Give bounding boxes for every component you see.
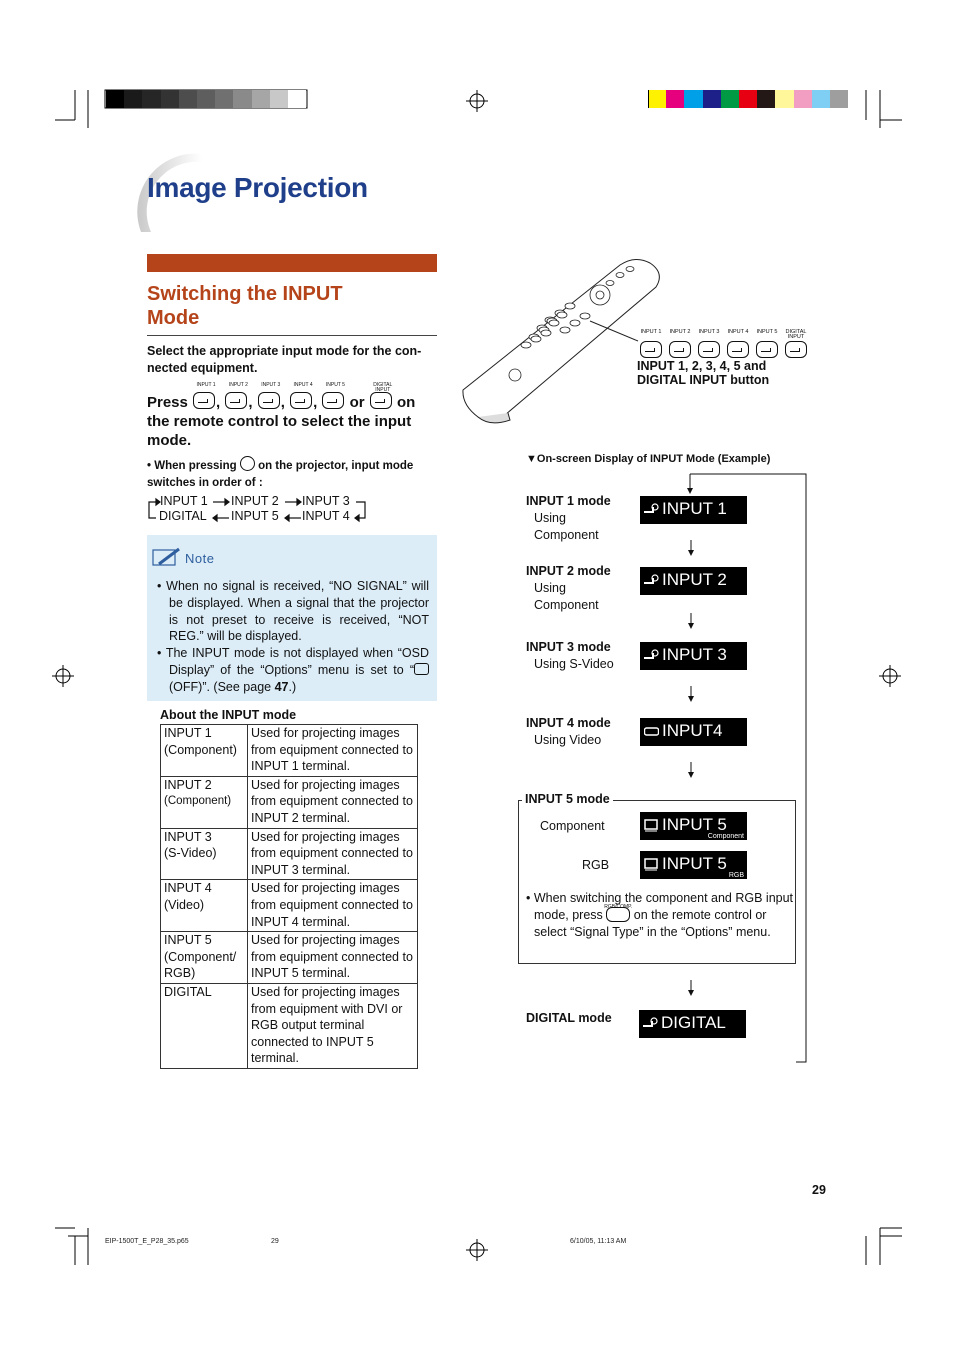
input-plug-icon bbox=[643, 1017, 658, 1030]
footer-date: 6/10/05, 11:13 AM bbox=[570, 1238, 627, 1245]
remote-button-label: INPUT 1 bbox=[640, 329, 662, 335]
note-page-ref: 47 bbox=[274, 679, 289, 694]
section-title-line1: Switching the INPUT bbox=[147, 283, 343, 305]
remote-input-button bbox=[667, 330, 693, 358]
remote-input-buttons bbox=[638, 330, 810, 358]
order-input3: INPUT 3 bbox=[302, 494, 350, 508]
osd-display-label: INPUT 3 bbox=[662, 645, 727, 664]
mode-sub: (S-Video) bbox=[164, 846, 217, 861]
remote-input-button bbox=[725, 330, 751, 358]
note-heading: Note bbox=[185, 551, 215, 566]
flow-arrow-icon bbox=[686, 613, 696, 631]
remote-caption-line2: DIGITAL INPUT button bbox=[637, 373, 770, 387]
table-row bbox=[161, 776, 418, 828]
osd-input5-rgb bbox=[640, 851, 747, 879]
osd-mode-sub bbox=[534, 656, 614, 673]
osd-input5-rgb-sub: RGB bbox=[728, 872, 744, 879]
input2-button-icon bbox=[225, 382, 248, 409]
off-icon bbox=[414, 663, 429, 675]
osd-caption: ▼On-screen Display of INPUT Mode (Example) bbox=[526, 453, 771, 465]
osd-mode-name: INPUT 4 mode bbox=[526, 716, 611, 730]
osd-display-label: INPUT 2 bbox=[662, 570, 727, 589]
osd-mode-name: INPUT 1 mode bbox=[526, 494, 611, 508]
footer-page: 29 bbox=[271, 1238, 279, 1245]
remote-button-label: INPUT 4 bbox=[727, 329, 749, 335]
input5-button-icon bbox=[322, 382, 345, 409]
flow-loop-line bbox=[676, 470, 812, 1070]
input5-rgb-label: RGB bbox=[582, 858, 610, 872]
table-row bbox=[161, 828, 418, 880]
press-instruction: Press INPUT 1 , INPUT 2 , INPUT 3 , INPUT 4 , INPUT 5 or DIGITAL INPUT on the remote control to select the input mode. bbox=[147, 382, 416, 449]
table-row bbox=[161, 983, 418, 1068]
digital-mode-name: DIGITAL mode bbox=[526, 1011, 612, 1025]
gray-swatch bbox=[270, 90, 288, 108]
input-plug-icon bbox=[644, 649, 659, 662]
remote-control-illustration bbox=[460, 255, 665, 425]
gray-swatch bbox=[161, 90, 179, 108]
input-button-icon bbox=[727, 341, 749, 358]
table-row bbox=[161, 932, 418, 984]
pencil-note-icon bbox=[151, 546, 183, 568]
btn-label-5: INPUT 5 bbox=[325, 382, 345, 388]
input5-note-pre: • When switching the component and RGB input mode, press bbox=[526, 891, 794, 922]
gray-swatch bbox=[252, 90, 270, 108]
gray-swatch bbox=[179, 90, 197, 108]
note-body bbox=[157, 578, 429, 696]
mode-sub: (Component) bbox=[164, 742, 237, 757]
osd-mode-sub1: Using bbox=[534, 581, 566, 595]
mode-cell bbox=[161, 828, 248, 880]
remote-button-label: DIGITAL INPUT bbox=[785, 329, 807, 340]
color-swatch bbox=[775, 90, 793, 108]
video-icon bbox=[644, 725, 659, 738]
flow-arrow-icon bbox=[686, 540, 696, 558]
osd-mode-sub1: Using Video bbox=[534, 733, 602, 747]
gray-swatch bbox=[124, 90, 142, 108]
mode-name: INPUT 3 bbox=[164, 829, 212, 844]
osd-input5-component bbox=[640, 812, 747, 840]
input5-mode-name: INPUT 5 mode bbox=[522, 792, 613, 806]
order-input1: INPUT 1 bbox=[160, 494, 208, 508]
osd-mode-sub bbox=[534, 510, 599, 544]
color-swatch bbox=[666, 90, 684, 108]
mode-sub: (Video) bbox=[164, 897, 205, 912]
osd-mode-sub bbox=[534, 580, 599, 614]
color-swatch bbox=[684, 90, 702, 108]
mode-description: Used for projecting images from equipment connected to INPUT 5 terminal. bbox=[248, 932, 418, 984]
color-swatch bbox=[757, 90, 775, 108]
osd-input5-rgb-label: INPUT 5 bbox=[662, 854, 727, 873]
input-button-icon bbox=[669, 341, 691, 358]
btn-label-6: DIGITAL INPUT bbox=[373, 382, 393, 393]
osd-mode-sub2: Component bbox=[534, 598, 599, 612]
section-bar bbox=[147, 254, 437, 272]
digital-input-button-icon bbox=[370, 382, 393, 409]
flow-arrow-icon bbox=[686, 686, 696, 704]
press-tail: on the remote control to select the input mode. bbox=[147, 394, 416, 449]
mode-description: Used for projecting images from equipment connected to INPUT 1 terminal. bbox=[248, 725, 418, 777]
mode-description: Used for projecting images from equipment connected to INPUT 2 terminal. bbox=[248, 776, 418, 828]
osd-display bbox=[640, 567, 747, 595]
input5-note-post: on the remote control or select “Signal Type” in the “Options” menu. bbox=[534, 907, 771, 939]
color-swatch bbox=[721, 90, 739, 108]
mode-name: INPUT 2 bbox=[164, 777, 212, 792]
gray-swatch bbox=[197, 90, 215, 108]
mode-name: INPUT 1 bbox=[164, 726, 212, 740]
order-input5: INPUT 5 bbox=[231, 509, 279, 523]
input5-note bbox=[526, 890, 798, 940]
remote-input-button bbox=[783, 330, 809, 358]
input-order-diagram bbox=[147, 494, 377, 526]
input-button-icon bbox=[640, 341, 662, 358]
press-or: or bbox=[349, 394, 365, 411]
osd-mode-sub1: Using bbox=[534, 511, 566, 525]
section-title-line2: Mode bbox=[147, 307, 200, 329]
osd-display-label: INPUT4 bbox=[662, 721, 723, 740]
order-input4: INPUT 4 bbox=[302, 509, 350, 523]
mode-cell bbox=[161, 932, 248, 984]
note-item-2 bbox=[157, 645, 429, 695]
remote-button-label: INPUT 3 bbox=[698, 329, 720, 335]
input3-button-icon bbox=[258, 382, 281, 409]
order-digital: DIGITAL bbox=[159, 509, 207, 523]
color-swatch bbox=[648, 90, 667, 108]
note-item-2a: • The INPUT mode is not displayed when “OSD Display” of the “Options” menu is set to “ bbox=[157, 646, 429, 677]
page-number: 29 bbox=[812, 1183, 826, 1197]
remote-input-button bbox=[696, 330, 722, 358]
page-title: Image Projection bbox=[147, 172, 368, 203]
note-item-2c: .) bbox=[288, 679, 297, 694]
gray-swatch bbox=[233, 90, 251, 108]
osd-input5-component-sub: Component bbox=[707, 833, 744, 840]
gray-swatch bbox=[288, 90, 306, 108]
section-title bbox=[147, 282, 437, 330]
order-input2: INPUT 2 bbox=[231, 494, 279, 508]
mode-sub: (Component/ RGB) bbox=[164, 949, 237, 981]
mode-cell bbox=[161, 776, 248, 828]
input-plug-icon bbox=[644, 574, 659, 587]
about-heading: About the INPUT mode bbox=[160, 708, 297, 722]
mode-name: DIGITAL bbox=[164, 984, 212, 999]
osd-mode-sub2: Component bbox=[534, 528, 599, 542]
remote-button-label: INPUT 2 bbox=[669, 329, 691, 335]
mode-description: Used for projecting images from equipment connected to INPUT 3 terminal. bbox=[248, 828, 418, 880]
input-button-icon bbox=[785, 341, 807, 358]
mode-name: INPUT 5 bbox=[164, 933, 212, 948]
osd-mode-name: INPUT 3 mode bbox=[526, 640, 611, 654]
note-item-1: • When no signal is received, “NO SIGNAL” will be displayed. When a signal that the projector is not preset to receive is received, “NOT REG.” will be displayed. bbox=[157, 579, 429, 644]
btn-label-3: INPUT 3 bbox=[261, 382, 281, 388]
table-row bbox=[161, 880, 418, 932]
flow-arrow-icon bbox=[686, 762, 696, 780]
mode-cell bbox=[161, 983, 248, 1068]
remote-caption-line1: INPUT 1, 2, 3, 4, 5 and bbox=[637, 359, 767, 373]
btn-label-2: INPUT 2 bbox=[228, 382, 248, 388]
btn-label-4: INPUT 4 bbox=[293, 382, 313, 388]
mode-cell bbox=[161, 880, 248, 932]
mode-sub: (Component) bbox=[164, 795, 232, 808]
press-word: Press bbox=[147, 394, 188, 411]
osd-display-label: INPUT 1 bbox=[662, 499, 727, 518]
mode-cell bbox=[161, 725, 248, 777]
input5-component-label: Component bbox=[540, 819, 605, 833]
lead-text: Select the appropriate input mode for the con-nected equipment. bbox=[147, 344, 422, 375]
gray-swatch bbox=[142, 90, 160, 108]
when-pressing-text bbox=[147, 456, 439, 492]
input-button-icon bbox=[698, 341, 720, 358]
note-item-2b: (OFF)”. (See page bbox=[169, 679, 275, 694]
osd-digital bbox=[639, 1010, 746, 1038]
footer-file: EIP-1500T_E_P28_35.p65 bbox=[105, 1238, 189, 1245]
input-key-icon bbox=[240, 456, 255, 471]
color-swatch bbox=[703, 90, 721, 108]
remote-caption bbox=[637, 359, 769, 387]
color-swatch bbox=[830, 90, 848, 108]
remote-button-label: INPUT 5 bbox=[756, 329, 778, 335]
color-swatch bbox=[739, 90, 757, 108]
btn-label-1: INPUT 1 bbox=[196, 382, 216, 388]
when-pressing-tail: on the projector, input mode switches in order of : bbox=[147, 460, 414, 489]
table-row bbox=[161, 725, 418, 777]
osd-mode-sub1: Using S-Video bbox=[534, 657, 614, 671]
remote-input-button bbox=[754, 330, 780, 358]
osd-display bbox=[640, 718, 747, 746]
input-plug-icon bbox=[644, 503, 659, 516]
gray-swatch bbox=[106, 90, 124, 108]
osd-display bbox=[640, 496, 747, 524]
color-swatch bbox=[794, 90, 812, 108]
mode-description: Used for projecting images from equipment connected to INPUT 4 terminal. bbox=[248, 880, 418, 932]
remote-input-button bbox=[638, 330, 664, 358]
input4-button-icon bbox=[290, 382, 313, 409]
section-rule bbox=[147, 335, 437, 336]
gray-swatch bbox=[215, 90, 233, 108]
osd-display bbox=[640, 642, 747, 670]
input-button-icon bbox=[756, 341, 778, 358]
osd-digital-label: DIGITAL bbox=[661, 1013, 726, 1032]
osd-mode-name: INPUT 2 mode bbox=[526, 564, 611, 578]
monitor-icon bbox=[644, 858, 659, 871]
about-table bbox=[160, 724, 418, 1069]
flow-arrow-icon bbox=[686, 980, 696, 998]
rgb-comp-label: RGB/COMP. bbox=[604, 903, 633, 910]
rgb-comp-button-icon bbox=[604, 903, 633, 922]
mode-description: Used for projecting images from equipment with DVI or RGB output terminal connected to INPUT 5 terminal. bbox=[248, 983, 418, 1068]
mode-name: INPUT 4 bbox=[164, 881, 212, 896]
color-swatch bbox=[812, 90, 830, 108]
when-pressing-lead: • When pressing bbox=[147, 460, 237, 472]
monitor-icon bbox=[644, 819, 659, 832]
input1-button-icon bbox=[193, 382, 216, 409]
osd-input5-component-label: INPUT 5 bbox=[662, 815, 727, 834]
osd-mode-sub bbox=[534, 732, 601, 749]
